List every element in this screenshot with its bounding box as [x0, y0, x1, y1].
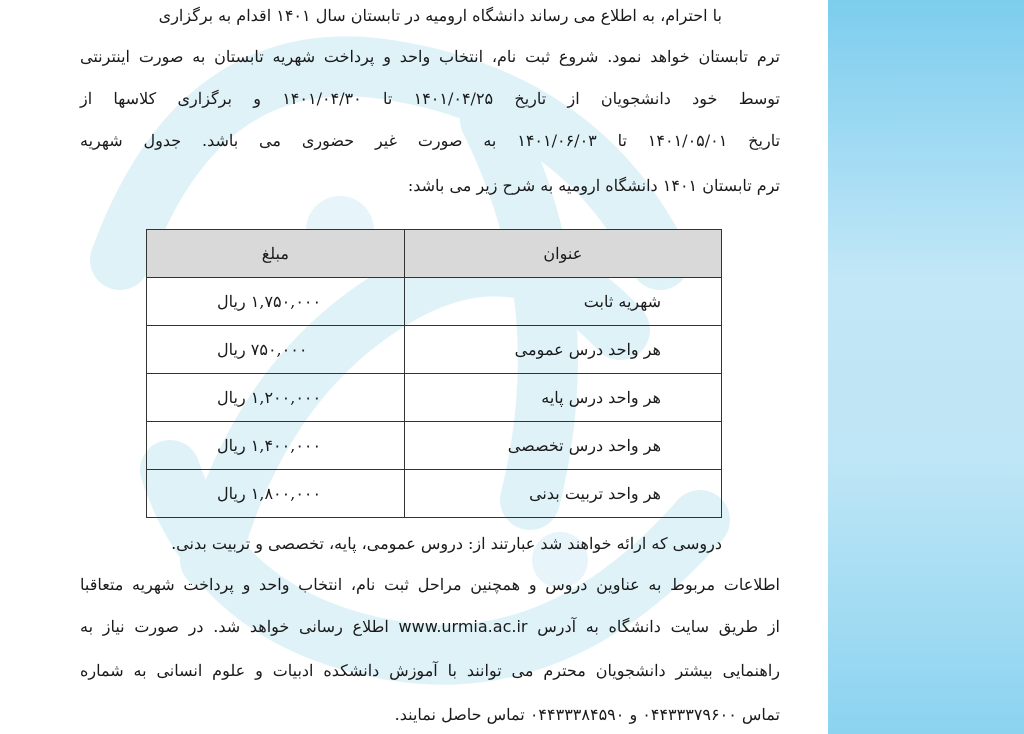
intro-line-4: تاریخ ۱۴۰۱/۰۵/۰۱ تا ۱۴۰۱/۰۶/۰۳ به صورت غیر حضوری می باشد. جدول شهریه [80, 131, 781, 150]
row-amount: ۷۵۰,۰۰۰ ریال [147, 326, 405, 374]
row-amount: ۱,۴۰۰,۰۰۰ ریال [147, 422, 405, 470]
university-website-link[interactable]: www.urmia.ac.ir [398, 617, 528, 636]
table-row [147, 470, 722, 518]
info-line-2-after: اطلاع رسانی خواهد شد. در صورت نیاز به [80, 617, 389, 636]
info-line-2 [80, 617, 780, 637]
header-title: عنوان [404, 230, 721, 278]
right-decorative-band [828, 0, 1024, 734]
tuition-fee-table [146, 229, 722, 518]
info-line-2-before: از طریق سایت دانشگاه به آدرس [537, 617, 781, 636]
table-row [147, 422, 722, 470]
row-title: هر واحد درس پایه [404, 374, 721, 422]
intro-line-3: توسط خود دانشجویان از تاریخ ۱۴۰۱/۰۴/۲۵ تا ۱۴۰۱/۰۴/۳۰ و برگزاری کلاسها از [80, 89, 781, 108]
row-title: هر واحد درس عمومی [404, 326, 721, 374]
header-amount: مبلغ [147, 230, 405, 278]
document-page [80, 0, 780, 734]
row-title: هر واحد تربیت بدنی [404, 470, 721, 518]
table-row [147, 326, 722, 374]
row-amount: ۱,۷۵۰,۰۰۰ ریال [147, 278, 405, 326]
intro-line-2: ترم تابستان خواهد نمود. شروع ثبت نام، انتخاب واحد و پرداخت شهریه تابستان به صورت اینترنتی [80, 47, 780, 66]
intro-line-1: با احترام، به اطلاع می رساند دانشگاه ارومیه در تابستان سال ۱۴۰۱ اقدام به برگزاری [158, 6, 722, 25]
intro-line-5: ترم تابستان ۱۴۰۱ دانشگاه ارومیه به شرح زیر می باشد: [407, 176, 780, 195]
row-amount: ۱,۸۰۰,۰۰۰ ریال [147, 470, 405, 518]
row-title: هر واحد درس تخصصی [404, 422, 721, 470]
row-amount: ۱,۲۰۰,۰۰۰ ریال [147, 374, 405, 422]
courses-line: دروسی که ارائه خواهند شد عبارتند از: دروس عمومی، پایه، تخصصی و تربیت بدنی. [171, 534, 722, 553]
table-row [147, 278, 722, 326]
info-line-3: راهنمایی بیشتر دانشجویان محترم می توانند با آموزش دانشکده ادبیات و علوم انسانی به شماره [80, 661, 780, 680]
info-line-4: تماس ۰۴۴۳۳۳۷۹۶۰۰ و ۰۴۴۳۳۳۸۴۵۹۰ تماس حاصل نمایند. [394, 705, 780, 724]
table-header-row [147, 230, 722, 278]
info-line-1: اطلاعات مربوط به عناوین دروس و همچنین مراحل ثبت نام، انتخاب واحد و پرداخت شهریه متعاقبا [80, 575, 780, 594]
table-row [147, 374, 722, 422]
row-title: شهریه ثابت [404, 278, 721, 326]
